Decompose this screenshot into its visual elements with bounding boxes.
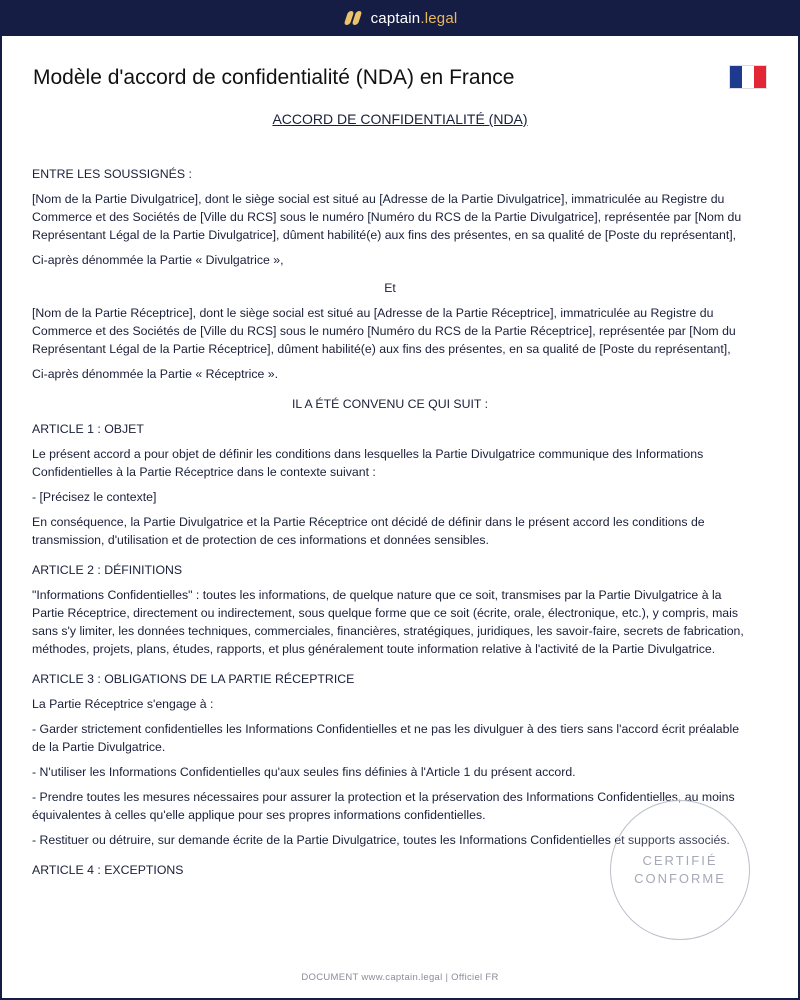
footer-text: DOCUMENT www.captain.legal | Officiel FR — [301, 972, 499, 983]
certified-stamp — [610, 800, 750, 940]
obligation-item: - Prendre toutes les mesures nécessaires pour assurer la protection et la préservation des Informations Confidentielles, au moins équivalentes à celles qu'elle applique pour ses propres informations confidentielles. — [32, 790, 735, 822]
agreement-intro: IL A ÉTÉ CONVENU CE QUI SUIT : — [291, 397, 489, 411]
party-disclosing: [Nom de la Partie Divulgatrice], dont le siège social est situé au [Adresse de la Partie Divulgatrice], immatriculée au Registre du Commerce et des Sociétés de [Ville du RCS] sous le numéro [Numéro du RCS de la Partie Divulgatrice], représentée par [Nom du Représentant Légal de la Partie Divulgatrice], dûment habilité(e) aux fins des présentes, en sa qualité de [Poste du représentant], — [32, 192, 742, 242]
article-heading: ARTICLE 2 : DÉFINITIONS — [32, 563, 183, 577]
parties-intro: ENTRE LES SOUSSIGNÉS : — [32, 167, 192, 181]
article-paragraph: En conséquence, la Partie Divulgatrice et la Partie Réceptrice ont décidé de définir dans le présent accord les conditions de transmission, d'utilisation et de protection de ces informations et données sensibles. — [32, 515, 705, 547]
party-disclosing-alias: Ci-après dénommée la Partie « Divulgatrice », — [32, 253, 284, 267]
obligation-item: - N'utiliser les Informations Confidentielles qu'aux seules fins définies à l'Article 1 du présent accord. — [32, 765, 576, 779]
article-paragraph: La Partie Réceptrice s'engage à : — [32, 697, 214, 711]
page-title: Modèle d'accord de confidentialité (NDA) en France — [33, 66, 515, 89]
article-paragraph: "Informations Confidentielles" : toutes les informations, de quelque nature que ce soit, transmises par la Partie Divulgatrice à la Partie Réceptrice, directement ou indirectement, sous quelque forme que ce soit (écrite, orale, électronique, etc.), y compris, mais sans s'y limiter, les données techniques, commerciales, financières, stratégiques, juridiques, les savoir-faire, secrets de fabrication, méthodes, projets, plans, études, rapports, et plus généralement toute information relative à l'activité de la Partie Divulgatrice. — [32, 588, 744, 656]
brand-name — [371, 10, 458, 27]
brand-tld: .legal — [420, 9, 458, 27]
stamp-line-1: CERTIFIÉ — [642, 853, 718, 868]
article-paragraph: Le présent accord a pour objet de définir les conditions dans lesquelles la Partie Divulgatrice communique des Informations Confidentielles à la Partie Réceptrice dans le contexte suivant : — [32, 447, 704, 479]
party-receiving-alias: Ci-après dénommée la Partie « Réceptrice ». — [32, 367, 279, 381]
captain-logo-icon — [343, 10, 363, 26]
brand-main: captain — [370, 9, 421, 27]
stamp-line-2: CONFORME — [634, 871, 726, 886]
obligation-item: - Garder strictement confidentielles les Informations Confidentielles et ne pas les divulguer à des tiers sans l'accord écrit préalable de la Partie Divulgatrice. — [32, 722, 740, 754]
top-bar — [0, 0, 800, 36]
party-receiving: [Nom de la Partie Réceptrice], dont le siège social est situé au [Adresse de la Partie Réceptrice], immatriculée au Registre du Commerce et des Sociétés de [Ville du RCS] sous le numéro [Numéro du RCS de la Partie Réceptrice], représentée par [Nom du Représentant Légal de la Partie Réceptrice], dûment habilité(e) aux fins des présentes, en sa qualité de [Poste du représentant], — [32, 306, 736, 356]
article-paragraph: - [Précisez le contexte] — [32, 490, 157, 504]
obligation-item: - Restituer ou détruire, sur demande écrite de la Partie Divulgatrice, toutes les Informations Confidentielles et supports associés. — [32, 833, 730, 847]
france-flag-icon — [729, 65, 767, 89]
article-heading: ARTICLE 3 : OBLIGATIONS DE LA PARTIE RÉCEPTRICE — [32, 672, 355, 686]
brand-logo-link[interactable] — [343, 10, 458, 27]
and-separator: Et — [384, 281, 396, 295]
article-heading: ARTICLE 4 : EXCEPTIONS — [32, 863, 184, 877]
article-heading: ARTICLE 1 : OBJET — [32, 422, 144, 436]
document-heading: ACCORD DE CONFIDENTIALITÉ (NDA) — [272, 111, 528, 127]
